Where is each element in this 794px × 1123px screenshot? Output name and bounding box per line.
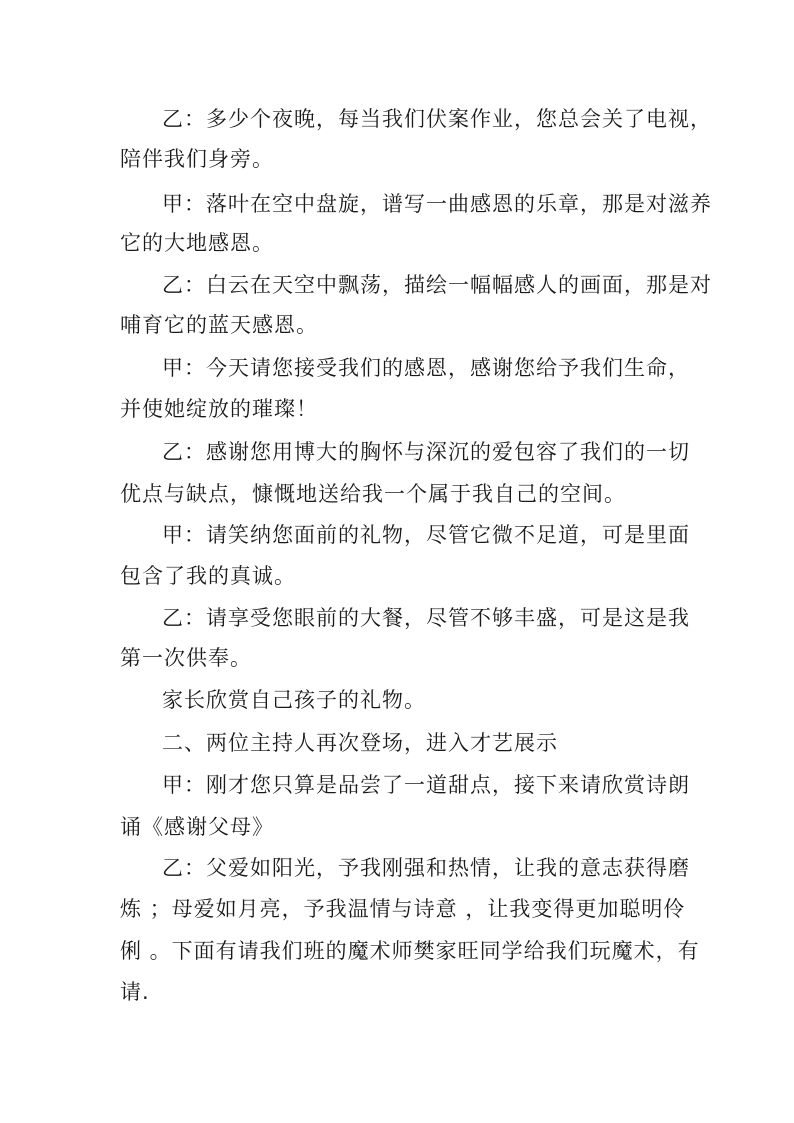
text-line-9: 乙：感谢您用博大的胸怀与深沉的爱包容了我们的一切 [162, 440, 690, 464]
text-line-10: 优点与缺点，慷慨地送给我一个属于我自己的空间。 [120, 482, 626, 506]
text-line-19: 乙：父爱如阳光，予我刚强和热情，让我的意志获得磨 [162, 856, 690, 880]
text-line-1: 乙：多少个夜晚，每当我们伏案作业，您总会关了电视， [162, 107, 712, 131]
text-line-4: 它的大地感恩。 [120, 231, 274, 255]
text-line-16: 二、两位主持人再次登场，进入才艺展示 [162, 731, 558, 755]
text-line-12: 包含了我的真诚。 [120, 564, 296, 588]
text-line-8: 并使她绽放的璀璨！ [120, 397, 318, 421]
text-line-20: 炼 ；母爱如月亮，予我温情与诗意 ，让我变得更加聪明伶 [120, 897, 686, 921]
text-line-11: 甲：请笑纳您面前的礼物，尽管它微不足道，可是里面 [162, 523, 690, 547]
text-line-17: 甲：刚才您只算是品尝了一道甜点，接下来请欣赏诗朗 [162, 773, 690, 797]
text-line-18: 诵《感谢父母》 [120, 815, 274, 839]
text-line-2: 陪伴我们身旁。 [120, 147, 274, 171]
text-line-22: 请. [120, 980, 150, 1004]
text-line-7: 甲：今天请您接受我们的感恩，感谢您给予我们生命， [162, 356, 690, 380]
text-line-6: 哺育它的蓝天感恩。 [120, 313, 318, 337]
text-line-13: 乙：请享受您眼前的大餐，尽管不够丰盛，可是这是我 [162, 606, 690, 630]
text-line-3: 甲：落叶在空中盘旋，谱写一曲感恩的乐章，那是对滋养 [162, 192, 712, 216]
text-line-15: 家长欣赏自己孩子的礼物。 [162, 688, 426, 712]
text-line-5: 乙：白云在天空中飘荡，描绘一幅幅感人的画面，那是对 [162, 273, 712, 297]
text-line-21: 俐 。下面有请我们班的魔术师樊家旺同学给我们玩魔术，有 [120, 939, 700, 963]
text-line-14: 第一次供奉。 [120, 646, 252, 670]
